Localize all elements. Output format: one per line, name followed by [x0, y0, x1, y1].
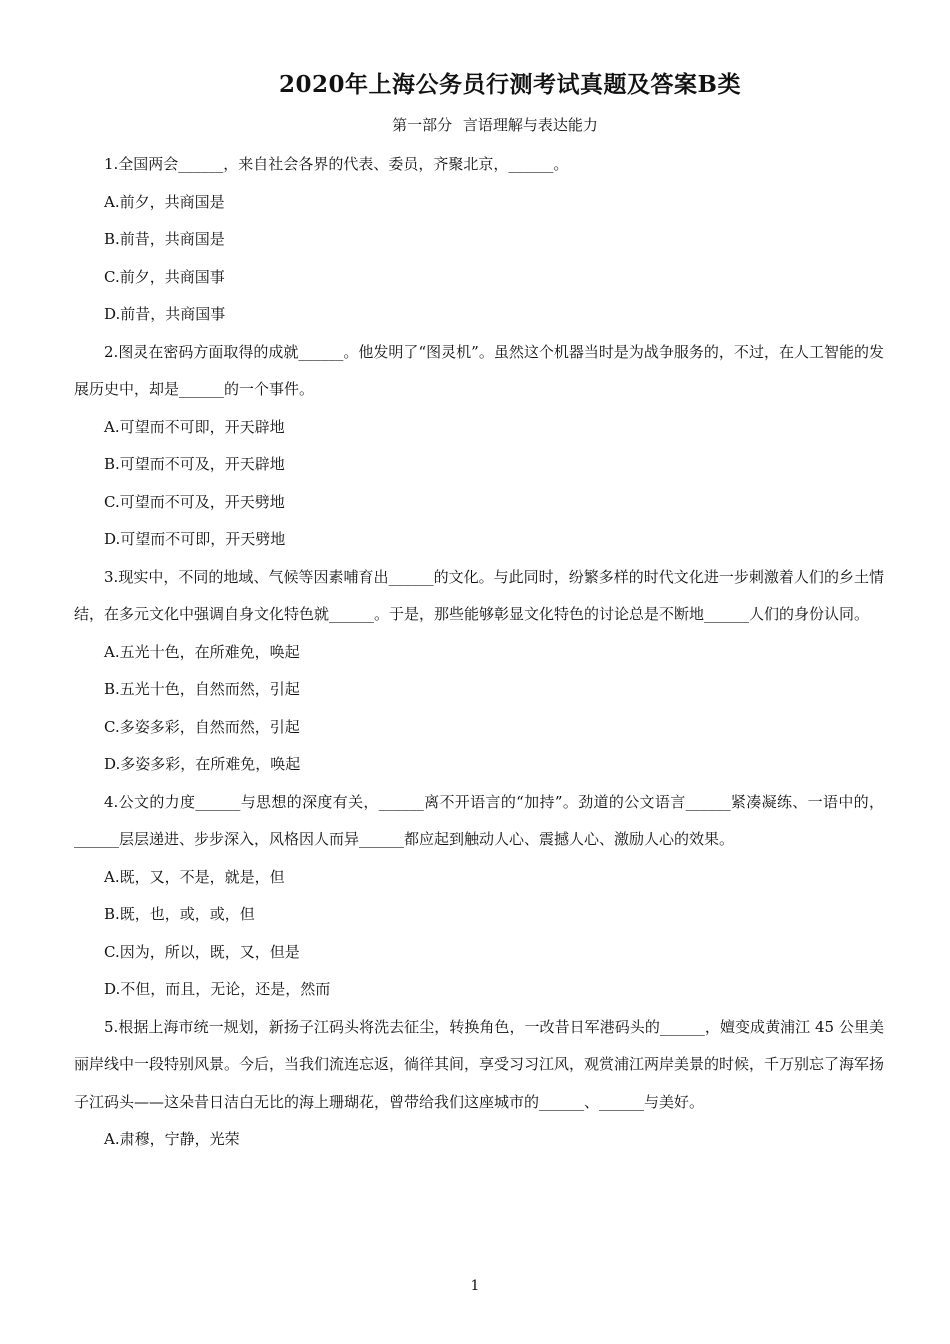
- answer-option: A.肃穆，宁静，光荣: [104, 1130, 240, 1148]
- answer-option: B.既，也，或，或，但: [104, 905, 255, 923]
- answer-option: C.可望而不可及，开天劈地: [104, 492, 285, 511]
- answer-option: D.可望而不可即，开天劈地: [104, 530, 286, 548]
- question-stem: 2.图灵在密码方面取得的成就______。他发明了“图灵机”。虽然这个机器当时是为战争服务的，不过，在人工智能的发展历史中，却是______的一个事件。: [74, 342, 884, 398]
- answer-option: D.多姿多彩，在所难免，唤起: [104, 755, 301, 773]
- section-heading: 第一部分 言语理解与表达能力: [392, 116, 598, 134]
- answer-option: D.不但，而且，无论，还是，然而: [104, 980, 331, 998]
- answer-option: B.可望而不可及，开天辟地: [104, 455, 285, 473]
- answer-option: B.五光十色，自然而然，引起: [104, 680, 300, 698]
- page-number: 1: [470, 1278, 480, 1294]
- question-stem: 4.公文的力度______与思想的深度有关，______离不开语言的“加持”。劲道的公文语言______紧凑凝练、一语中的，______层层递进、步步深入，风格因人而异______都应起到触动人心、震撼人心、激励人心的效果。: [74, 792, 884, 848]
- question-stem: 5.根据上海市统一规划，新扬子江码头将洗去征尘，转换角色，一改昔日军港码头的______，嬗变成黄浦江 45 公里美丽岸线中一段特别风景。今后，当我们流连忘返，徜徉其间，享受习习江风，观赏浦江两岸美景的时候，千万别忘了海军扬子江码头——这朵昔日洁白无比的海上珊瑚花，曾带给我们这座城市的______、______与美好。: [74, 1017, 885, 1111]
- document-title: 2020年上海公务员行测考试真题及答案B类: [279, 71, 741, 98]
- answer-option: A.可望而不可即，开天辟地: [104, 417, 285, 436]
- answer-option: A.既，又，不是，就是，但: [104, 867, 285, 886]
- answer-option: C.前夕，共商国事: [104, 267, 225, 286]
- question-stem: 1.全国两会______，来自社会各界的代表、委员，齐聚北京，______。: [104, 155, 569, 173]
- answer-option: C.多姿多彩，自然而然，引起: [104, 717, 300, 736]
- answer-option: C.因为，所以，既，又，但是: [104, 942, 300, 961]
- question-stem: 3.现实中，不同的地域、气候等因素哺育出______的文化。与此同时，纷繁多样的时代文化进一步刺激着人们的乡土情结，在多元文化中强调自身文化特色就______。于是，那些能够彰显文化特色的讨论总是不断地______人们的身份认同。: [74, 567, 884, 623]
- answer-option: A.五光十色，在所难免，唤起: [104, 642, 300, 661]
- answer-option: A.前夕，共商国是: [104, 192, 225, 211]
- answer-option: D.前昔，共商国事: [104, 305, 226, 323]
- answer-option: B.前昔，共商国是: [104, 230, 225, 248]
- question-list: [74, 146, 884, 1159]
